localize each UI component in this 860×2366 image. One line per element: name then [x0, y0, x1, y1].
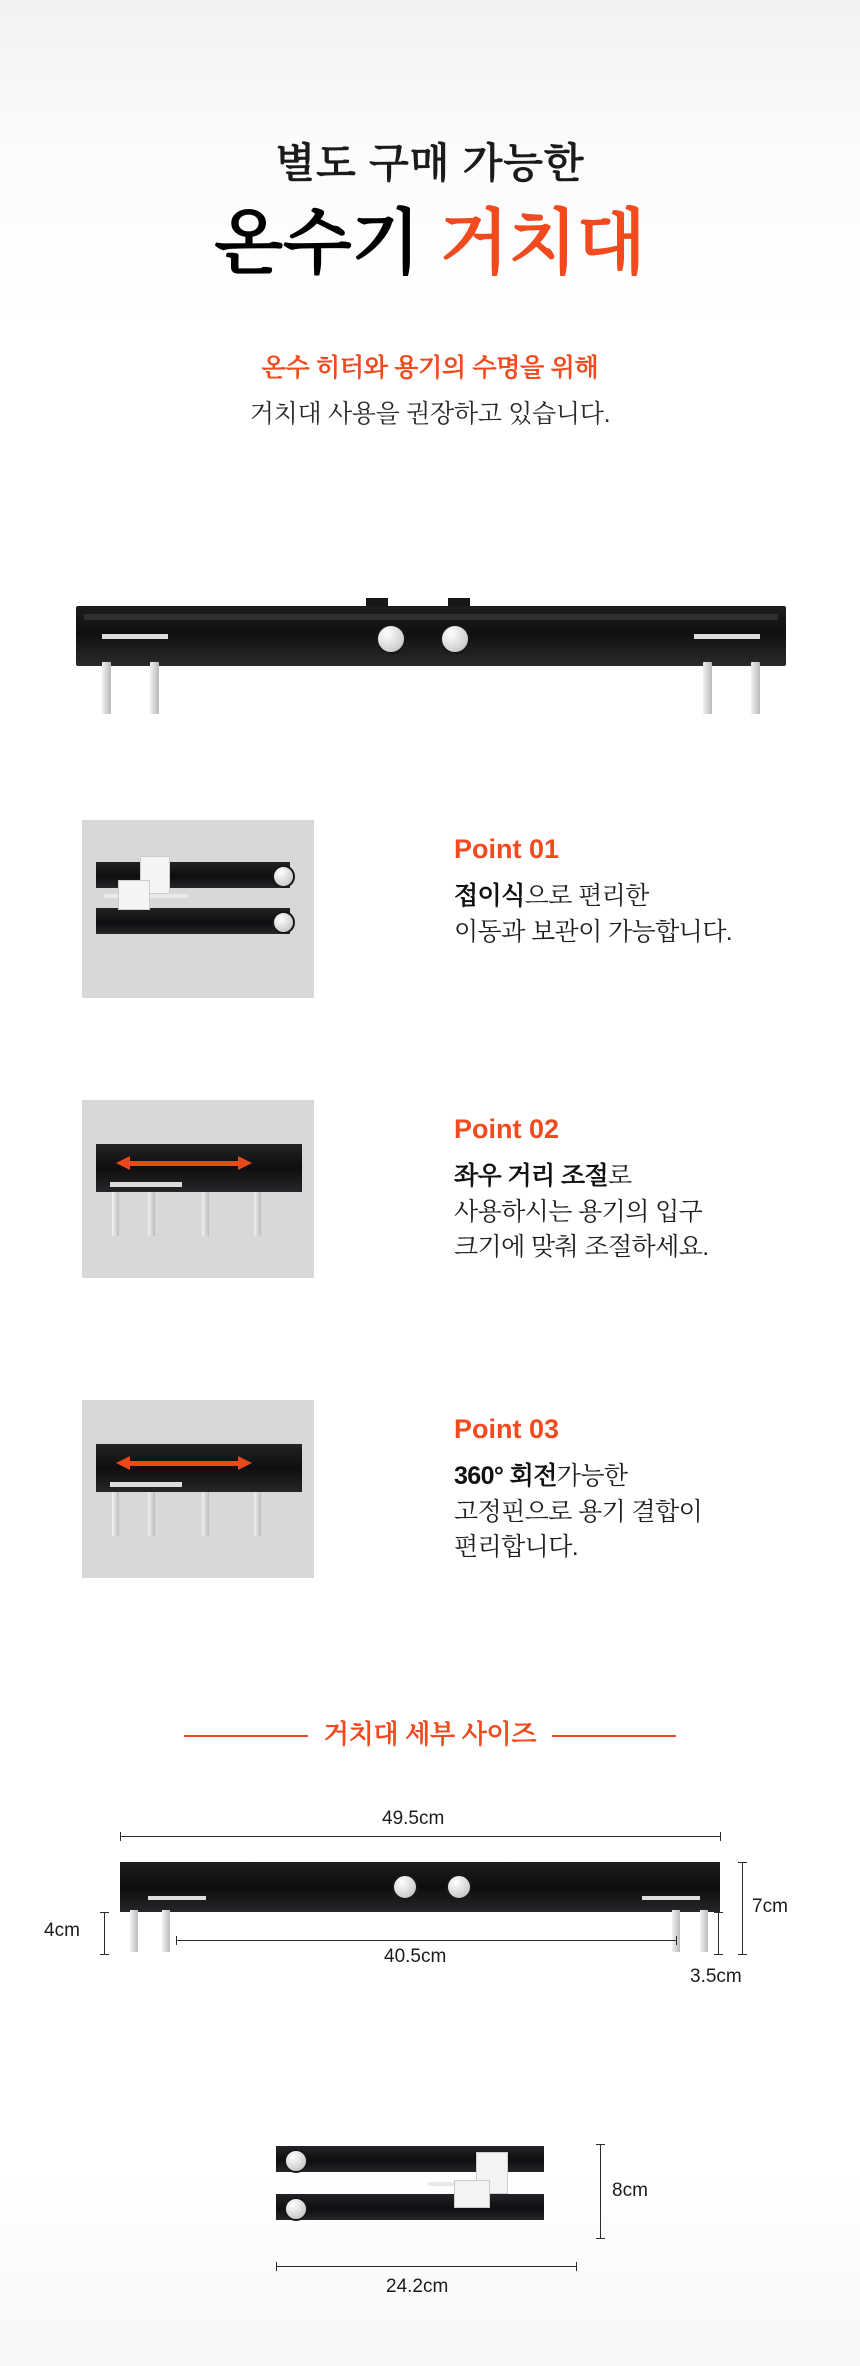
dim-folded-width-tick-right	[576, 2262, 577, 2271]
dim-leg-height-tick-top	[714, 1912, 723, 1913]
point-2-text	[454, 1114, 784, 1266]
header-highlight-text: 온수 히터와 용기의 수명을 위해	[261, 353, 599, 382]
point-3-line1-rest: 가능한	[556, 1462, 628, 1490]
size-open-slot-left	[148, 1896, 206, 1900]
point-3-image	[82, 1400, 314, 1578]
size-section-heading	[0, 1714, 860, 1751]
size-open-pin-left	[392, 1874, 418, 1900]
point-2-leg-4	[254, 1192, 261, 1236]
folded-pin-top	[272, 865, 295, 888]
page-title-dark: 온수기	[214, 204, 421, 283]
point-3-slot	[110, 1482, 182, 1487]
size-diagram-folded	[0, 2100, 860, 2350]
size-diagram-open	[0, 1800, 860, 2070]
point-2-leg-1	[112, 1192, 119, 1236]
hero-main-bar	[76, 606, 786, 666]
dim-right-height-tick-bottom	[738, 1954, 747, 1955]
point-1-image	[82, 820, 314, 998]
page-title	[0, 204, 860, 283]
point-2-line1-rest: 로	[608, 1162, 632, 1190]
size-open-leg-3	[672, 1910, 680, 1952]
page-title-accent: 거치대	[439, 204, 646, 283]
dim-folded-height-label: 8cm	[612, 2180, 648, 2201]
point-2-description	[454, 1159, 784, 1266]
folded-pin-bottom	[272, 911, 295, 934]
point-1-keyword: 접이식	[454, 882, 525, 910]
dim-inner-width-label: 40.5cm	[384, 1946, 447, 1967]
dim-leg-height-tick-bottom	[714, 1954, 723, 1955]
dim-total-width-tick-left	[120, 1832, 121, 1841]
point-2-keyword: 좌우 거리 조절	[454, 1162, 608, 1190]
dim-folded-width-label: 24.2cm	[386, 2276, 449, 2297]
dim-inner-width-tick-right	[676, 1936, 677, 1945]
size-open-slot-right	[642, 1896, 700, 1900]
header-description-text: 거치대 사용을 권장하고 있습니다.	[249, 399, 611, 428]
size-folded-pin-top	[284, 2149, 308, 2173]
dim-total-width-line	[120, 1836, 720, 1837]
dim-folded-width-tick-left	[276, 2262, 277, 2271]
hero-pin-right	[440, 624, 470, 654]
point-3-leg-1	[112, 1492, 119, 1536]
folded-bar-bottom	[96, 908, 290, 934]
point-2-image	[82, 1100, 314, 1278]
size-open-bar	[120, 1862, 720, 1912]
dim-right-height-tick-top	[738, 1862, 747, 1863]
hero-product-image	[76, 592, 786, 732]
point-2-line3: 크기에 맞춰 조절하세요.	[454, 1233, 709, 1261]
point-1-line2: 이동과 보관이 가능합니다.	[454, 917, 733, 946]
point-1-label: Point 01	[454, 834, 560, 864]
dim-total-width-label: 49.5cm	[382, 1808, 445, 1829]
horizontal-arrow-icon	[116, 1456, 252, 1470]
dim-folded-height-tick-top	[596, 2144, 605, 2145]
dim-inner-width-line	[176, 1940, 676, 1941]
point-1-description	[454, 879, 784, 950]
size-open-leg-2	[162, 1910, 170, 1952]
hero-leg-1	[102, 662, 111, 714]
size-folded-bar-bottom	[276, 2194, 544, 2220]
point-1-line1-rest: 으로 편리한	[524, 882, 649, 910]
dim-right-height-label: 7cm	[752, 1896, 788, 1917]
dim-left-height-tick-top	[100, 1912, 109, 1913]
point-section-1	[82, 820, 782, 1000]
hero-leg-3	[703, 662, 712, 714]
dim-leg-height-line	[718, 1912, 719, 1954]
dim-left-height-line	[104, 1912, 105, 1954]
page-subtitle-top: 별도 구매 가능한	[275, 140, 585, 186]
heading-rule-right	[552, 1735, 676, 1737]
point-1-text	[454, 834, 784, 950]
size-heading-text: 거치대 세부 사이즈	[323, 1719, 537, 1749]
horizontal-arrow-icon	[116, 1156, 252, 1170]
header-section	[0, 0, 860, 560]
dim-folded-height-line	[600, 2144, 601, 2238]
size-folded-body	[276, 2136, 576, 2232]
point-3-leg-2	[148, 1492, 155, 1536]
dim-left-height-tick-bottom	[100, 1954, 109, 1955]
size-open-leg-1	[130, 1910, 138, 1952]
size-folded-plate-2	[454, 2180, 490, 2208]
heading-rule-left	[184, 1735, 308, 1737]
point-3-text	[454, 1414, 784, 1566]
dim-folded-width-line	[276, 2266, 576, 2267]
point-3-leg-3	[202, 1492, 209, 1536]
point-section-2	[82, 1100, 782, 1280]
point-3-label: Point 03	[454, 1414, 560, 1444]
arrow-head-right	[238, 1156, 252, 1170]
point-3-description	[454, 1459, 784, 1566]
point-3-line3: 편리합니다.	[454, 1533, 579, 1561]
dim-inner-width-tick-left	[176, 1936, 177, 1945]
arrow-shaft	[128, 1461, 240, 1466]
dim-total-width-tick-right	[720, 1832, 721, 1841]
arrow-head-right	[238, 1456, 252, 1470]
point-section-3	[82, 1400, 782, 1580]
hero-slot-right	[694, 634, 760, 639]
size-open-leg-4	[700, 1910, 708, 1952]
hero-pin-left	[376, 624, 406, 654]
hero-slot-left	[102, 634, 168, 639]
size-folded-pin-bottom	[284, 2197, 308, 2221]
arrow-shaft	[128, 1161, 240, 1166]
point-2-line2: 사용하시는 용기의 입구	[454, 1197, 703, 1226]
point-2-label: Point 02	[454, 1114, 560, 1144]
dim-leg-height-label: 3.5cm	[690, 1966, 742, 1987]
hero-leg-4	[751, 662, 760, 714]
dim-right-height-line	[742, 1862, 743, 1954]
folded-plate-2	[118, 880, 150, 910]
point-2-leg-3	[202, 1192, 209, 1236]
size-open-pin-right	[446, 1874, 472, 1900]
point-3-keyword: 360° 회전	[454, 1462, 557, 1490]
hero-leg-2	[150, 662, 159, 714]
point-3-line2: 고정핀으로 용기 결합이	[454, 1497, 703, 1526]
point-2-slot	[110, 1182, 182, 1187]
dim-folded-height-tick-bottom	[596, 2238, 605, 2239]
point-2-leg-2	[148, 1192, 155, 1236]
point-3-leg-4	[254, 1492, 261, 1536]
dim-left-height-label: 4cm	[44, 1920, 80, 1941]
